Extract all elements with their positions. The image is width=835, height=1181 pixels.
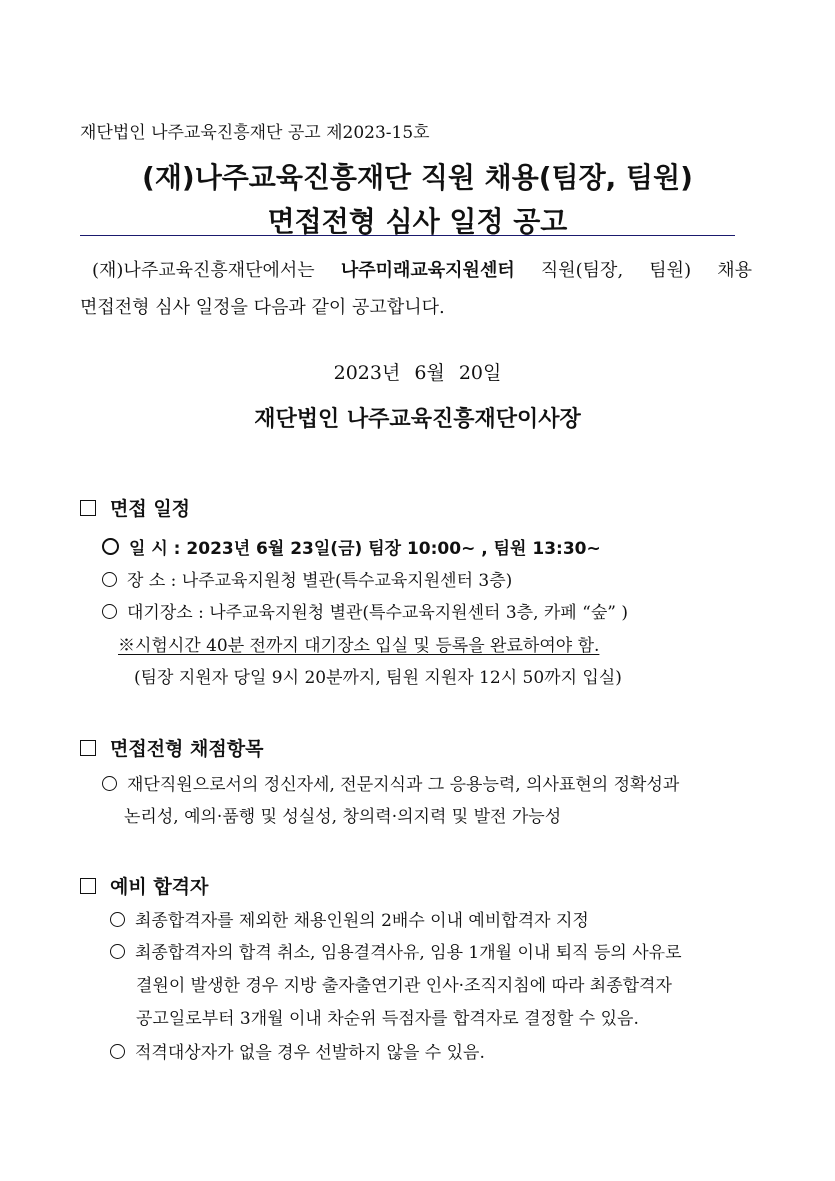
square-bullet-icon xyxy=(80,500,96,516)
reserve-item-1 xyxy=(110,906,589,931)
announcement-date: 2023년 6월 20일 xyxy=(333,362,502,384)
announcement-number: 재단법인 나주교육진흥재단 공고 제2023-15호 xyxy=(80,123,430,143)
circle-bullet-icon xyxy=(110,912,125,927)
section-heading-text: 예비 합격자 xyxy=(110,876,209,898)
when-value: 2023년 6월 23일(금) 팀장 10:00~ , 팀원 13:30~ xyxy=(186,539,601,559)
criteria-text-1: 재단직원으로서의 정신자세, 전문지식과 그 응용능력, 의사표현의 정확성과 xyxy=(127,775,680,795)
reserve-text-3: 적격대상자가 없을 경우 선발하지 않을 수 있음. xyxy=(135,1043,485,1063)
section-heading-text: 면접 일정 xyxy=(110,498,191,520)
place-text: 장 소 : 나주교육지원청 별관(특수교육지원센터 3층) xyxy=(127,571,513,591)
schedule-waiting-place xyxy=(102,598,628,623)
circle-bullet-icon xyxy=(102,604,117,619)
schedule-when xyxy=(102,534,601,559)
when-label: 일 시 : xyxy=(129,539,187,559)
reserve-item-3 xyxy=(110,1038,485,1063)
criteria-line-1 xyxy=(102,770,679,795)
intro-text-a: (재)나주교육진흥재단에서는 xyxy=(92,260,341,281)
circle-bullet-icon xyxy=(102,776,117,791)
issuer-name: 재단법인 나주교육진흥재단이사장 xyxy=(254,406,581,432)
reserve-item-2-line-3: 공고일로부터 3개월 이내 차순위 득점자를 합격자로 결정할 수 있음. xyxy=(136,1009,639,1029)
circle-bullet-icon xyxy=(102,538,119,555)
title-divider xyxy=(80,235,735,236)
section-heading-text: 면접전형 채점항목 xyxy=(110,738,264,760)
intro-line-1 xyxy=(92,256,752,282)
circle-bullet-icon xyxy=(102,572,117,587)
square-bullet-icon xyxy=(80,878,96,894)
reserve-item-2-line-2: 결원이 발생한 경우 지방 출자출연기관 인사·조직지침에 따라 최종합격자 xyxy=(136,976,672,996)
intro-line-2: 면접전형 심사 일정을 다음과 같이 공고합니다. xyxy=(80,297,445,318)
page-subtitle: 면접전형 심사 일정 공고 xyxy=(267,205,568,238)
reserve-item-2 xyxy=(110,938,682,963)
circle-bullet-icon xyxy=(110,944,125,959)
circle-bullet-icon xyxy=(110,1044,125,1059)
criteria-line-2: 논리성, 예의·품행 및 성실성, 창의력·의지력 및 발전 가능성 xyxy=(124,807,562,827)
section-interview-schedule-heading xyxy=(80,494,190,521)
intro-text-b: 직원(팀장, 팀원) 채용 xyxy=(514,260,752,281)
waiting-text: 대기장소 : 나주교육지원청 별관(특수교육지원센터 3층, 카페 “숲” ) xyxy=(127,603,628,623)
arrival-note-detail: (팀장 지원자 당일 9시 20분까지, 팀원 지원자 12시 50까지 입실) xyxy=(134,668,622,688)
schedule-place xyxy=(102,566,512,591)
page-title: (재)나주교육진흥재단 직원 채용(팀장, 팀원) xyxy=(142,161,693,194)
section-reserve-candidates-heading xyxy=(80,872,208,899)
center-name: 나주미래교육지원센터 xyxy=(340,260,515,281)
section-scoring-criteria-heading xyxy=(80,734,263,761)
arrival-note: ※시험시간 40분 전까지 대기장소 입실 및 등록을 완료하여야 함. xyxy=(118,636,600,656)
reserve-text-2a: 최종합격자의 합격 취소, 임용결격사유, 임용 1개월 이내 퇴직 등의 사유로 xyxy=(135,943,682,963)
square-bullet-icon xyxy=(80,740,96,756)
reserve-text-1: 최종합격자를 제외한 채용인원의 2배수 이내 예비합격자 지정 xyxy=(135,911,589,931)
